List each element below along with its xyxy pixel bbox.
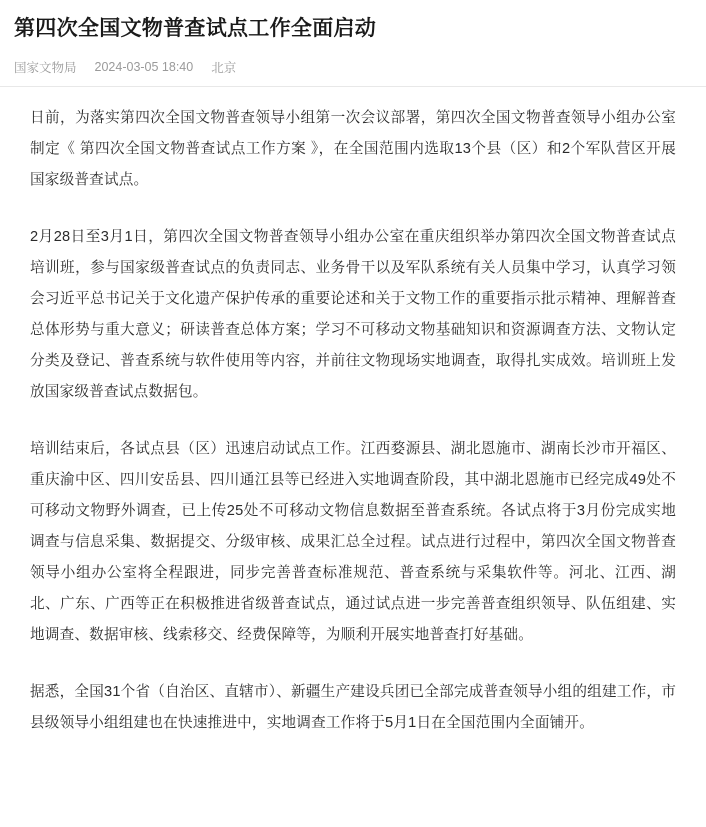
article-header: [0, 0, 706, 86]
meta-datetime: 2024-03-05 18:40: [94, 60, 194, 74]
article-body: [0, 87, 706, 769]
article-meta: [14, 50, 692, 86]
meta-source: 国家文物局: [14, 61, 77, 75]
article-paragraph: 据悉，全国31个省（自治区、直辖市）、新疆生产建设兵团已全部完成普查领导小组的组建工作，市县级领导小组组建也在快速推进中，实地调查工作将于5月1日在全国范围内全面铺开。: [30, 684, 676, 731]
article-paragraph: 培训结束后，各试点县（区）迅速启动试点工作。江西婺源县、湖北恩施市、湖南长沙市开福区、重庆渝中区、四川安岳县、四川通江县等已经进入实地调查阶段，其中湖北恩施市已经完成49处不可移动文物野外调查，已上传25处不可移动文物信息数据至普查系统。各试点将于3月份完成实地调查与信息采集、数据提交、分级审核、成果汇总全过程。试点进行过程中，第四次全国文物普查领导小组办公室将全程跟进，同步完善普查标准规范、普查系统与采集软件等。河北、江西、湖北、广东、广西等正在积极推进省级普查试点，通过试点进一步完善普查组织领导、队伍组建、实地调查、数据审核、线索移交、经费保障等，为顺利开展实地普查打好基础。: [30, 441, 676, 643]
page-title: 第四次全国文物普查试点工作全面启动: [14, 17, 377, 40]
article-paragraph: 2月28日至3月1日，第四次全国文物普查领导小组办公室在重庆组织举办第四次全国文物普查试点培训班，参与国家级普查试点的负责同志、业务骨干以及军队系统有关人员集中学习，认真学习领会习近平总书记关于文化遗产保护传承的重要论述和关于文物工作的重要指示批示精神、理解普查总体形势与重大意义；研读普查总体方案；学习不可移动文物基础知识和资源调查方法、文物认定分类及登记、普查系统与软件使用等内容，并前往文物现场实地调查，取得扎实成效。培训班上发放国家级普查试点数据包。: [30, 229, 676, 400]
article-paragraph: 日前，为落实第四次全国文物普查领导小组第一次会议部署，第四次全国文物普查领导小组办公室制定《 第四次全国文物普查试点工作方案 》，在全国范围内选取13个县（区）和2个军队营区开展国家级普查试点。: [30, 110, 676, 188]
meta-place: 北京: [211, 61, 237, 75]
